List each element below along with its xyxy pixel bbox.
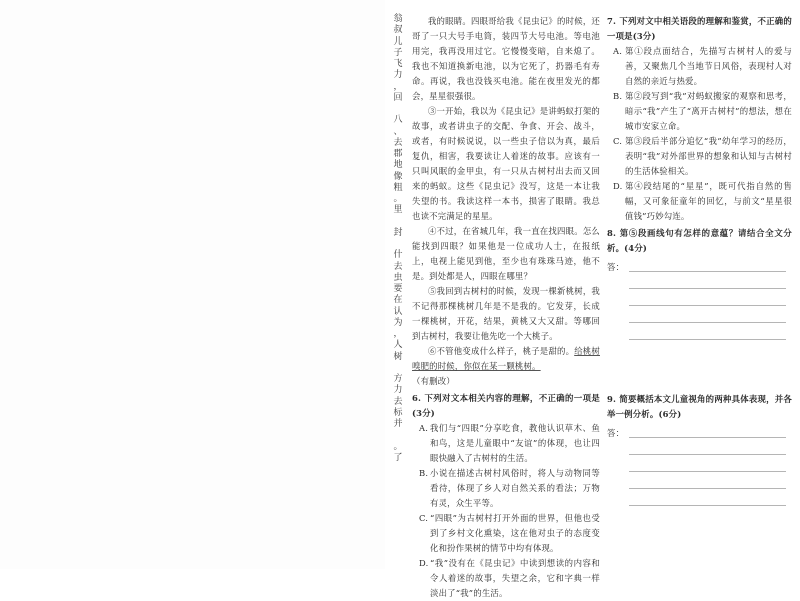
option-text: 第④段结尾的“星星”，既可代指自然的售幅，又可象征童年的回忆，与前文“星星很值钱”巧妙勾连。 (625, 181, 792, 221)
question-9-answer-area[interactable] (607, 437, 792, 506)
margin-glyph: 八 (393, 115, 403, 126)
answer-line[interactable] (629, 437, 786, 438)
question-7-title: 7. 下列对文中相关语段的理解和鉴赏，不正确的一项是(3分) (607, 16, 792, 41)
answer-line[interactable] (629, 271, 786, 272)
margin-glyph: 什 (393, 250, 403, 261)
question-7-option-a[interactable] (607, 44, 792, 89)
paragraph-6-text: ⑥不管他变成什么样子，桃子是甜的。 (427, 346, 575, 356)
margin-glyph: 地 (393, 160, 403, 171)
option-key: D. (419, 558, 429, 568)
option-text: 小说在描述古树村风俗时，将人与动物同等看待，体现了乡人对自然关系的看法；万物有灵，众生平等。 (430, 468, 600, 508)
underlined-sentence: 给桃树嗅肥的时候，你似在某一颗桃树。 (412, 346, 600, 371)
margin-glyph: 力 (393, 70, 403, 81)
margin-glyph: 了 (393, 452, 403, 463)
question-8-answer-area[interactable] (607, 271, 792, 340)
margin-annotation-column (389, 14, 407, 559)
margin-glyph: 方 (393, 374, 403, 384)
margin-glyph: 并 (393, 419, 403, 429)
question-6-option-b[interactable] (412, 466, 600, 511)
passage-paragraph-4: ④不过，在省城几年，我一直在找四眼。怎么能找到四眼？如果他是一位成功人士，在报纸上，电视上能见到他，至少也有珠珠马迹，他不是。到处都是人，四眼在哪里？ (412, 226, 600, 281)
option-text: 第③段后半部分追忆“我”幼年学习的经历，表明“我”对外部世界的想象和认知与古树村的生活体验相关。 (625, 136, 792, 176)
answer-line[interactable] (629, 288, 786, 289)
question-6-title: 6. 下列对文本相关内容的理解，不正确的一项是(3分) (412, 393, 600, 418)
question-7-option-c[interactable] (607, 134, 792, 179)
option-key: C. (613, 136, 623, 146)
margin-glyph: 人 (393, 340, 403, 351)
option-text: “四眼”为古树村打开外面的世界，但他也受到了乡村文化熏染，这在他对虫子的态度变化和扮作果树的情节中均有体现。 (430, 513, 600, 553)
option-key: B. (613, 91, 623, 101)
margin-glyph: 为 (393, 317, 403, 328)
option-key: B. (419, 468, 429, 478)
margin-glyph: 要 (393, 284, 403, 294)
answer-line[interactable] (629, 322, 786, 323)
passage-paragraph-3: ③一开始，我以为《昆虫记》是讲蚂蚁打架的故事，或者讲虫子的交配、争食、开会、战斗，或者，有时候说说，以一些虫子信以为真，最后复仇，相害，我要读让人着迷的故事。应该有一只叫风眠的金甲虫，有一只从古树村出去而又回来的蚂蚁。这些《昆虫记》没写，这是一本让我失望的书。我读这样一本书，损害了眼睛。我总也读不完满足的星星。 (412, 106, 600, 221)
question-7-option-d[interactable] (607, 179, 792, 224)
question-6-option-c[interactable] (412, 511, 600, 556)
margin-glyph: 郡 (393, 149, 403, 159)
option-text: 第①段点面结合，先描写古树村人的爱与善，又聚焦几个当地节日风俗，表现村人对自然的亲近与热爱。 (625, 46, 792, 86)
margin-glyph: 子 (393, 47, 403, 58)
margin-glyph: 翁 (393, 14, 403, 24)
margin-glyph: 封 (393, 227, 403, 238)
question-9-title: 9. 简要概括本文儿童视角的两种具体表现，并各举一例分析。(6分) (607, 394, 792, 419)
margin-glyph: 。 (393, 194, 403, 204)
answer-line[interactable] (629, 471, 786, 472)
margin-glyph (397, 217, 400, 228)
margin-glyph: 力 (393, 385, 403, 396)
margin-glyph (397, 104, 400, 115)
passage-paragraph-1: 我的眼睛。四眼哥给我《昆虫记》的时候，还哥了一只大号手电筒，装四节大号电池。等电池用完，我再没用过它。它慢慢变暗，自来熄了。我也不知道换新电池，以为它死了，扔器毛有寿命。再说，我也没钱买电池。能在夜里发光的都会，星星很强很。 (412, 16, 600, 101)
margin-glyph: 叔 (393, 25, 403, 36)
margin-glyph: 去 (393, 137, 403, 148)
margin-glyph: 去 (393, 261, 403, 272)
margin-glyph: 飞 (393, 59, 403, 69)
spacer (607, 340, 792, 392)
right-column (607, 14, 792, 559)
option-text: 我们与“四眼”分享吃食，教他认识草木、鱼和鸟，这是儿童眼中“友谊”的体现，也让四眼快融入了古树村的生活。 (430, 423, 600, 463)
option-text: 第②段写到“我”对蚂蚁搬家的观察和思考，暗示“我”产生了“离开古树村”的想法，想在城市安家立命。 (625, 91, 792, 131)
option-key: C. (419, 513, 429, 523)
question-9-answer-label: 答： (607, 428, 625, 438)
question-8-title: 8. 第⑤段画线句有怎样的意蕴？请结合全文分析。(4分) (607, 228, 792, 253)
answer-line[interactable] (629, 488, 786, 489)
margin-glyph (397, 430, 400, 441)
question-8-answer-label: 答： (607, 262, 625, 272)
margin-glyph: 。 (393, 441, 403, 452)
margin-glyph (397, 363, 400, 374)
passage-paragraph-6 (412, 344, 600, 374)
answer-line[interactable] (629, 305, 786, 306)
option-text: “我”没有在《昆虫记》中读到想读的内容和令人着迷的故事，失望之余，它和字典一样淡出了“我”的生活。 (430, 558, 600, 598)
margin-glyph: 标 (393, 407, 403, 418)
answer-line[interactable] (629, 505, 786, 506)
margin-glyph: 在 (393, 295, 403, 306)
blank-left-area (0, 0, 385, 569)
question-6-option-a[interactable] (412, 421, 600, 466)
margin-glyph: 儿 (393, 36, 403, 47)
margin-glyph: 里 (393, 205, 403, 216)
question-6-option-d[interactable] (412, 556, 600, 601)
margin-glyph: 、 (393, 126, 403, 137)
source-note: （有删改） (412, 376, 455, 386)
margin-glyph: 认 (393, 306, 403, 317)
question-7-option-b[interactable] (607, 89, 792, 134)
margin-glyph: 虫 (393, 272, 403, 283)
option-key: A. (613, 46, 623, 56)
margin-glyph: 像 (393, 171, 403, 182)
margin-glyph: 树 (393, 351, 403, 362)
answer-line[interactable] (629, 454, 786, 455)
margin-glyph: ， (393, 329, 403, 339)
margin-glyph: 去 (393, 396, 403, 407)
option-key: A. (419, 423, 429, 433)
margin-glyph: ， (393, 81, 403, 92)
margin-glyph: 粗 (393, 182, 403, 193)
option-key: D. (613, 181, 623, 191)
margin-glyph (397, 239, 400, 250)
margin-glyph: 回 (393, 92, 403, 103)
middle-column (412, 14, 600, 598)
passage-paragraph-5: ⑤我回到古树村的时候，发现一棵新桃树，我不记得那棵桃树几年是不是我的。它发芽，长成一棵桃树，开花，结果，黄桃又大又甜。等哪回到古树村，我要让他先吃一个大桃子。 (412, 286, 600, 341)
